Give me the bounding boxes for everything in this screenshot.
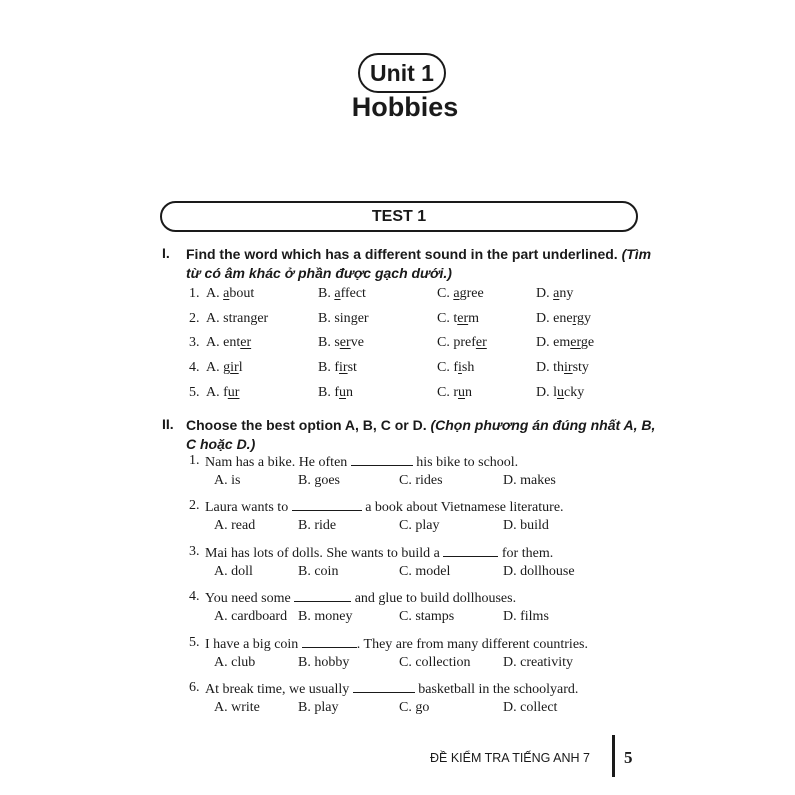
option-word-start: th	[553, 360, 565, 376]
answer-option: D. creativity	[503, 654, 573, 670]
stem-before: Nam has a bike. He often	[205, 455, 348, 470]
answer-blank	[294, 589, 351, 602]
question-stem	[205, 635, 588, 653]
option-word-end: bout	[229, 286, 255, 301]
answer-option: B. goes	[298, 473, 340, 488]
option-word-start: ent	[223, 335, 241, 351]
option-word-start: t	[453, 310, 458, 326]
answer-blank	[353, 680, 415, 693]
answer-option	[437, 360, 474, 376]
underlined-part: u	[458, 384, 466, 400]
question-number: 5.	[189, 634, 200, 650]
option-word-end: sty	[572, 360, 589, 376]
answer-blank	[443, 544, 498, 557]
option-letter: D.	[536, 360, 550, 376]
underlined-part: er	[457, 310, 469, 326]
answer-option: C. collection	[399, 654, 471, 670]
answer-option	[437, 286, 484, 302]
option-word-start: f	[453, 360, 459, 376]
answer-option: B. hobby	[298, 654, 350, 670]
underlined-part: ur	[227, 384, 240, 400]
option-word-start: s	[334, 335, 340, 351]
underlined-part: er	[570, 335, 581, 351]
stem-before: You need some	[205, 591, 291, 607]
option-word-start: ene	[553, 310, 573, 326]
answer-option: A. cardboard	[214, 609, 288, 625]
stem-after: his bike to school.	[416, 455, 519, 470]
option-letter: A.	[206, 360, 220, 376]
option-letter: B.	[318, 360, 331, 376]
question-number: 1.	[189, 453, 200, 468]
answer-option	[437, 311, 479, 327]
test-label: TEST 1	[371, 207, 427, 225]
answer-option: B. ride	[298, 518, 337, 534]
answer-option	[318, 286, 366, 302]
option-word-end: ge	[580, 335, 595, 351]
answer-option: D. films	[503, 609, 549, 625]
underlined-part: g	[350, 310, 358, 326]
section-2-instruction	[186, 416, 656, 454]
underlined-part: a	[553, 286, 560, 301]
question-number: 5.	[189, 384, 200, 400]
question-number: 2.	[189, 310, 200, 326]
option-letter: D.	[536, 384, 550, 400]
book-title: ĐỀ KIỂM TRA TIẾNG ANH 7	[430, 751, 590, 765]
underlined-part: ir	[339, 360, 348, 376]
option-word-end: ny	[559, 286, 574, 301]
option-word-start: r	[453, 384, 459, 400]
section-2-instruction-vi: (Chọn phương án đúng nhất A, B, C hoặc D.)	[186, 417, 656, 452]
answer-option	[536, 360, 589, 376]
option-word-end: er	[257, 310, 269, 326]
underlined-part: u	[557, 384, 565, 400]
test-banner	[160, 201, 638, 232]
option-letter: C.	[437, 384, 450, 400]
answer-blank	[351, 453, 413, 466]
option-word-start: f	[334, 384, 340, 400]
answer-option	[318, 360, 357, 376]
option-letter: B.	[318, 384, 331, 400]
answer-option: A. club	[214, 654, 256, 670]
option-letter: D.	[536, 335, 550, 351]
option-word-end: gree	[459, 286, 484, 301]
underlined-part: ir	[230, 360, 239, 376]
underlined-part: er	[240, 335, 252, 351]
stem-after: and glue to build dollhouses.	[354, 591, 517, 607]
underlined-part: a	[223, 286, 230, 301]
option-word-start: f	[223, 384, 228, 400]
answer-option: A. doll	[214, 563, 253, 579]
option-letter: C.	[437, 335, 450, 351]
answer-option	[318, 385, 353, 401]
option-word-start: stran	[223, 310, 251, 326]
answer-option	[206, 360, 243, 376]
stem-before: At break time, we usually	[205, 682, 350, 697]
answer-blank	[292, 498, 362, 511]
stem-after: for them.	[501, 545, 554, 561]
answer-option	[437, 335, 487, 351]
question-number: 4.	[189, 360, 200, 376]
stem-after: basketball in the schoolyard.	[418, 682, 579, 697]
answer-option: A. write	[214, 700, 260, 715]
question-stem	[205, 680, 578, 698]
question-stem	[205, 453, 518, 471]
option-word-start: g	[223, 360, 231, 376]
question-stem	[205, 544, 553, 562]
answer-option: C. play	[399, 518, 440, 534]
answer-option	[437, 385, 472, 401]
section-1-instruction-en: Find the word which has a different sound in the part underlined.	[186, 246, 618, 262]
section-1-instruction	[186, 245, 656, 283]
option-letter: B.	[318, 286, 331, 301]
option-word-end: er	[357, 310, 369, 326]
section-1-instruction-vi: (Tìm từ có âm khác ở phần được gạch dưới.)	[186, 246, 652, 281]
option-word-end: st	[347, 360, 357, 376]
option-word-end: n	[346, 384, 354, 400]
stem-after: . They are from many different countries.	[356, 636, 588, 652]
option-letter: D.	[536, 286, 550, 301]
option-letter: B.	[318, 335, 331, 351]
answer-option	[318, 311, 369, 327]
answer-option: C. rides	[399, 473, 443, 488]
underlined-part: er	[339, 335, 351, 351]
option-word-start: sin	[334, 310, 351, 326]
answer-blank	[302, 635, 357, 648]
option-letter: A.	[206, 384, 220, 400]
option-word-end: sh	[461, 360, 475, 376]
option-word-start: pref	[453, 335, 476, 351]
unit-badge	[358, 53, 446, 93]
option-letter: C.	[437, 360, 450, 376]
answer-option	[536, 335, 594, 351]
underlined-part: er	[475, 335, 487, 351]
answer-option: C. go	[399, 700, 430, 715]
question-stem	[205, 498, 564, 516]
question-number: 4.	[189, 589, 200, 605]
option-word-end: m	[468, 310, 480, 326]
option-letter: A.	[206, 286, 220, 301]
option-word-start: f	[334, 360, 340, 376]
unit-title: Hobbies	[351, 92, 459, 122]
option-word-start: l	[553, 384, 558, 400]
answer-option: B. coin	[298, 563, 339, 579]
answer-option: C. model	[399, 563, 451, 579]
answer-option: D. collect	[503, 700, 558, 715]
answer-option: B. play	[298, 700, 339, 715]
option-letter: C.	[437, 310, 450, 326]
option-word-end: y	[583, 310, 591, 326]
answer-option: B. money	[298, 609, 353, 625]
underlined-part: g	[250, 310, 258, 326]
answer-option: D. build	[503, 518, 549, 534]
option-word-end: n	[465, 384, 473, 400]
option-word-end: l	[238, 360, 243, 376]
section-1-numeral: I.	[162, 245, 170, 261]
answer-option	[206, 385, 239, 401]
answer-option	[536, 311, 591, 327]
answer-option	[206, 311, 268, 327]
answer-option	[318, 335, 364, 351]
page-number: 5	[624, 748, 633, 767]
stem-after: a book about Vietnamese literature.	[365, 500, 564, 516]
section-2-numeral: II.	[162, 416, 174, 432]
option-word-start: em	[553, 335, 571, 351]
question-number: 6.	[189, 680, 200, 695]
option-word-end: cky	[564, 384, 585, 400]
question-stem	[205, 589, 516, 607]
answer-option: C. stamps	[399, 609, 455, 625]
option-word-end: ffect	[340, 286, 366, 301]
option-letter: A.	[206, 335, 220, 351]
underlined-part: ir	[564, 360, 573, 376]
underlined-part: a	[453, 286, 460, 301]
stem-before: I have a big coin	[205, 636, 299, 652]
question-number: 3.	[189, 335, 200, 351]
option-word-end: ve	[350, 335, 364, 351]
option-letter: A.	[206, 310, 220, 326]
underlined-part: a	[334, 286, 341, 301]
stem-before: Mai has lots of dolls. She wants to build a	[205, 545, 440, 561]
answer-option: A. read	[214, 518, 256, 534]
underlined-part: rg	[572, 310, 584, 326]
answer-option	[536, 385, 584, 401]
answer-option: D. dollhouse	[503, 563, 575, 579]
answer-option	[536, 286, 573, 302]
question-number: 2.	[189, 498, 200, 514]
section-2-instruction-en: Choose the best option A, B, C or D.	[186, 417, 427, 433]
footer-divider	[612, 735, 615, 777]
question-number: 1.	[189, 286, 200, 301]
answer-option: D. makes	[503, 473, 556, 488]
underlined-part: i	[458, 360, 462, 376]
answer-option	[206, 286, 254, 302]
option-letter: B.	[318, 310, 331, 326]
stem-before: Laura wants to	[205, 500, 289, 516]
option-letter: D.	[536, 310, 550, 326]
option-letter: C.	[437, 286, 450, 301]
underlined-part: u	[339, 384, 347, 400]
answer-option	[206, 335, 251, 351]
question-number: 3.	[189, 543, 200, 559]
answer-option: A. is	[214, 473, 241, 488]
unit-label: Unit 1	[370, 59, 434, 86]
